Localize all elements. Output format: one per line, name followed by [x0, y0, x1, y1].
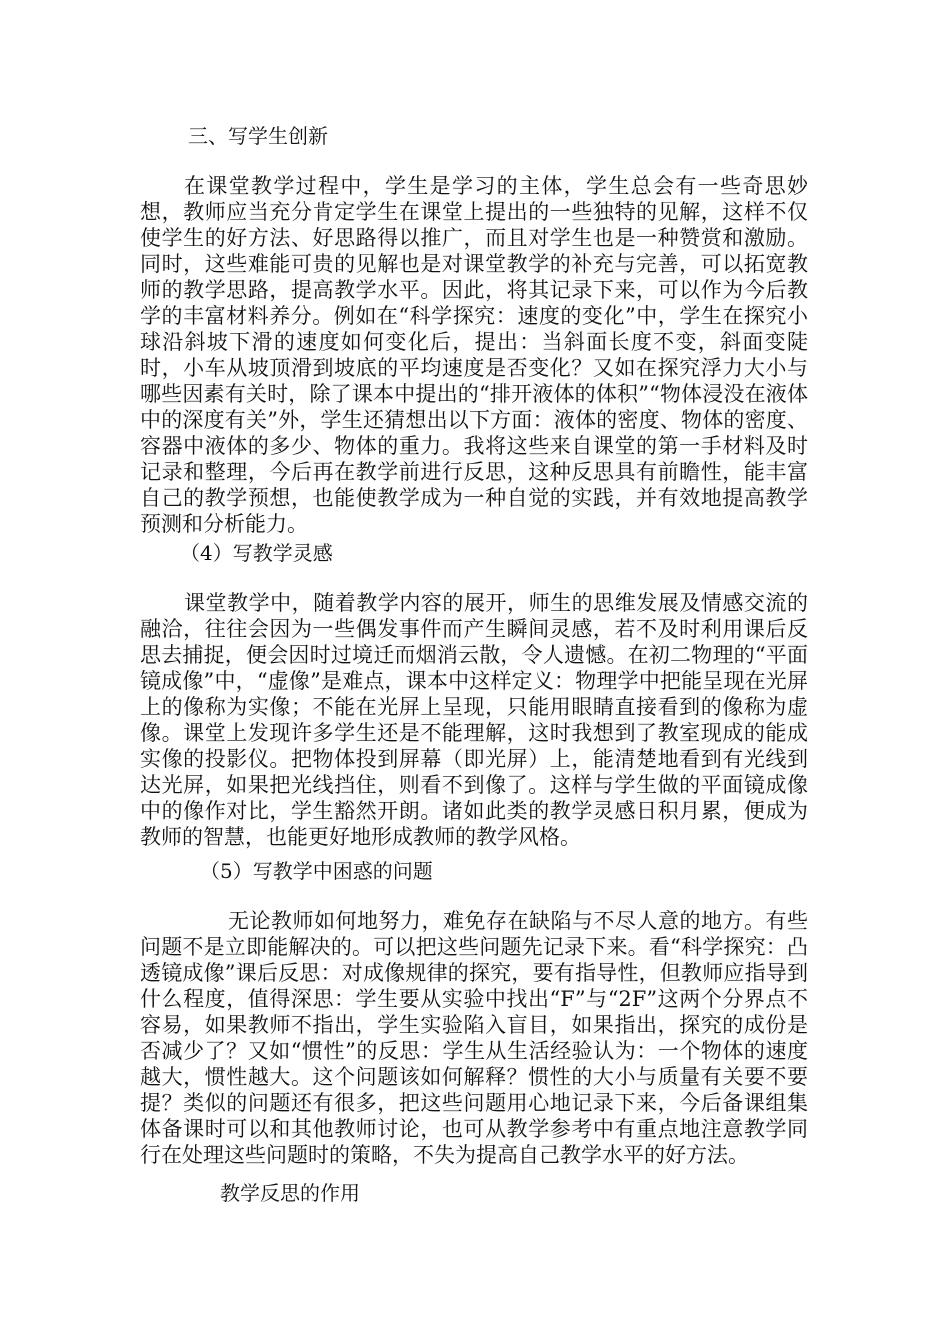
section-heading-student-innovation: 三、写学生创新: [188, 124, 328, 148]
section-heading-confusing-problems: （5）写教学中困惑的问题: [200, 859, 433, 883]
section-heading-teaching-inspiration: （4）写教学灵感: [180, 541, 333, 565]
paragraph-confusing-problems: 无论教师如何地努力，难免存在缺陷与不尽人意的地方。有些问题不是立即能解决的。可以把这些问题先记录下来。看“科学探究：凸透镜成像”课后反思：对成像规律的探究，要有指导性，但教师应指导到什么程度，值得深思：学生要从实验中找出“F”与“2F”这两个分界点不容易，如果教师不指出，学生实验陷入盲目，如果指出，探究的成份是否减少了？又如“惯性”的反思：学生从生活经验认为：一个物体的速度越大，惯性越大。这个问题该如何解释？惯性的大小与质量有关要不要提？类似的问题还有很多，把这些问题用心地记录下来，今后备课组集体备课时可以和其他教师讨论，也可从教学参考中有重点地注意教学同行在处理这些问题时的策略，不失为提高自己教学水平的好方法。: [140, 909, 808, 1167]
paragraph-teaching-inspiration: 课堂教学中，随着教学内容的展开，师生的思维发展及情感交流的融洽，往往会因为一些偶发事件而产生瞬间灵感，若不及时利用课后反思去捕捉，便会因时过境迁而烟消云散，令人遗憾。在初二物理的“平面镜成像”中，“虚像”是难点，课本中这样定义：物理学中把能呈现在光屏上的像称为实像；不能在光屏上呈现，只能用眼睛直接看到的像称为虚像。课堂上发现许多学生还是不能理解，这时我想到了教室现成的能成实像的投影仪。把物体投到屏幕（即光屏）上，能清楚地看到有光线到达光屏，如果把光线挡住，则看不到像了。这样与学生做的平面镜成像中的像作对比，学生豁然开朗。诸如此类的教学灵感日积月累，便成为教师的智慧，也能更好地形成教师的教学风格。: [140, 591, 808, 849]
paragraph-student-innovation: 在课堂教学过程中，学生是学习的主体，学生总会有一些奇思妙想，教师应当充分肯定学生在课堂上提出的一些独特的见解，这样不仅使学生的好方法、好思路得以推广，而且对学生也是一种赞赏和激励。同时，这些难能可贵的见解也是对课堂教学的补充与完善，可以拓宽教师的教学思路，提高教学水平。因此，将其记录下来，可以作为今后教学的丰富材料养分。例如在“科学探究：速度的变化”中，学生在探究小球沿斜坡下滑的速度如何变化后，提出：当斜面长度不变，斜面变陡时，小车从坡顶滑到坡底的平均速度是否变化？又如在探究浮力大小与哪些因素有关时，除了课本中提出的“排开液体的体积”“物体浸没在液体中的深度有关”外，学生还猜想出以下方面：液体的密度、物体的密度、容器中液体的多少、物体的重力。我将这些来自课堂的第一手材料及时记录和整理，今后再在教学前进行反思，这种反思具有前瞻性，能丰富自己的教学预想，也能使教学成为一种自觉的实践，并有效地提高教学预测和分析能力。: [140, 174, 808, 536]
section-heading-role-of-reflection: 教学反思的作用: [220, 1181, 360, 1205]
